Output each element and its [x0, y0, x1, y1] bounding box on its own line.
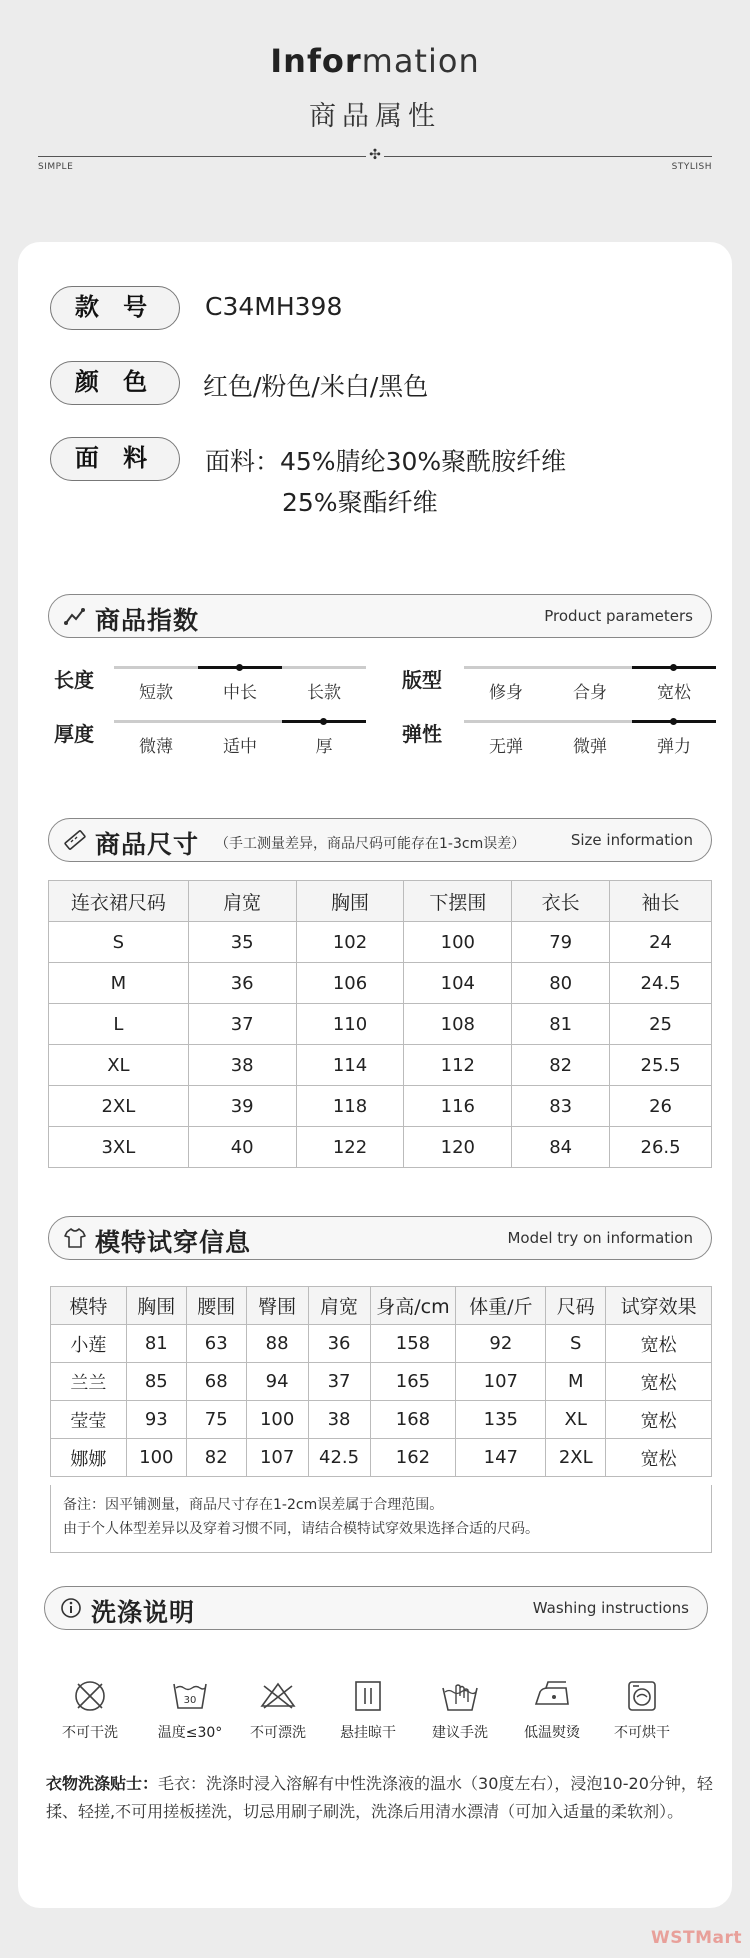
header-title-bold: Infor: [270, 42, 362, 80]
section-en-size: Size information: [570, 831, 693, 849]
size-cell: 25.5: [610, 1045, 712, 1086]
model-cell: 85: [126, 1363, 186, 1401]
wash-item: [596, 1676, 688, 1742]
trend-icon: [63, 604, 87, 628]
size-cell: 114: [296, 1045, 404, 1086]
table-row: [51, 1325, 712, 1363]
size-col-header: 胸围: [296, 881, 404, 922]
size-table: [48, 880, 712, 1168]
size-cell: 122: [296, 1127, 404, 1168]
table-row: [49, 1045, 712, 1086]
size-col-header: 肩宽: [188, 881, 296, 922]
cross-ornament-icon: ✣: [366, 146, 384, 164]
attr-value-style-no: C34MH398: [205, 292, 343, 321]
size-cell: 26: [610, 1086, 712, 1127]
model-cell: 135: [456, 1401, 546, 1439]
table-row: [49, 922, 712, 963]
model-cell: 娜娜: [51, 1439, 127, 1477]
table-row: [51, 1439, 712, 1477]
size-cell: 100: [404, 922, 512, 963]
model-cell: 莹莹: [51, 1401, 127, 1439]
model-cell: 小莲: [51, 1325, 127, 1363]
header-subtitle: 商品属性: [309, 101, 441, 132]
section-title-wash: 洗涤说明: [91, 1598, 196, 1627]
shirt-icon: [63, 1226, 87, 1250]
no-tumble-dry-icon: [622, 1676, 662, 1716]
size-table-header: [49, 881, 712, 922]
param-scale-length: [114, 666, 366, 703]
size-cell: 81: [512, 1004, 610, 1045]
model-cell: 宽松: [606, 1401, 712, 1439]
wash-label: 温度≤30°: [157, 1725, 223, 1741]
size-cell: 120: [404, 1127, 512, 1168]
param-option: 中长: [223, 683, 257, 703]
wash-label: 低温熨烫: [524, 1725, 580, 1741]
hang-dry-icon: [348, 1676, 388, 1716]
section-en-params: Product parameters: [544, 607, 693, 625]
model-cell: 107: [456, 1363, 546, 1401]
wash-label: 不可干洗: [62, 1725, 118, 1741]
size-cell: L: [49, 1004, 189, 1045]
hand-wash-icon: [440, 1676, 480, 1716]
wash-item: [232, 1676, 324, 1742]
attr-label-fabric: 面 料: [50, 437, 180, 481]
header-title-rest: mation: [361, 42, 480, 80]
model-cell: 38: [308, 1401, 370, 1439]
size-cell: 26.5: [610, 1127, 712, 1168]
param-option: 长款: [307, 683, 341, 703]
tag-stylish: STYLISH: [671, 162, 712, 172]
table-row: [49, 1127, 712, 1168]
model-cell: 165: [370, 1363, 456, 1401]
table-row: [51, 1363, 712, 1401]
wash-label: 悬挂晾干: [340, 1725, 396, 1741]
section-model-tryon: [48, 1216, 712, 1260]
size-cell: 35: [188, 922, 296, 963]
size-cell: 112: [404, 1045, 512, 1086]
model-cell: 100: [126, 1439, 186, 1477]
wash-item: [144, 1676, 236, 1742]
model-cell: 147: [456, 1439, 546, 1477]
model-cell: 168: [370, 1401, 456, 1439]
model-table-header: [51, 1287, 712, 1325]
wash-item: [414, 1676, 506, 1742]
param-option: 宽松: [657, 683, 691, 703]
size-cell: 3XL: [49, 1127, 189, 1168]
table-row: [49, 1086, 712, 1127]
model-cell: 94: [246, 1363, 308, 1401]
model-cell: 37: [308, 1363, 370, 1401]
model-col-header: 肩宽: [308, 1287, 370, 1325]
size-cell: 25: [610, 1004, 712, 1045]
size-col-header: 连衣裙尺码: [49, 881, 189, 922]
size-cell: M: [49, 963, 189, 1004]
model-cell: XL: [546, 1401, 606, 1439]
section-product-params: [48, 594, 712, 638]
param-label-fit: 版型: [402, 668, 442, 692]
size-cell: 38: [188, 1045, 296, 1086]
section-size-info: [48, 818, 712, 862]
tag-simple: SIMPLE: [38, 162, 74, 172]
table-row: [49, 963, 712, 1004]
size-cell: 37: [188, 1004, 296, 1045]
model-cell: 162: [370, 1439, 456, 1477]
attr-label-style-no: 款 号: [50, 286, 180, 330]
header-title: [0, 42, 750, 80]
section-en-wash: Washing instructions: [532, 1599, 689, 1617]
param-option: 适中: [223, 737, 257, 757]
model-cell: M: [546, 1363, 606, 1401]
low-iron-icon: [532, 1676, 572, 1716]
size-cell: 24.5: [610, 963, 712, 1004]
model-cell: 100: [246, 1401, 308, 1439]
model-cell: 兰兰: [51, 1363, 127, 1401]
model-cell: 107: [246, 1439, 308, 1477]
section-en-model: Model try on information: [507, 1229, 693, 1247]
model-cell: 92: [456, 1325, 546, 1363]
model-cell: 93: [126, 1401, 186, 1439]
attr-value-color: 红色/粉色/米白/黑色: [203, 372, 429, 401]
param-option: 修身: [489, 683, 523, 703]
size-cell: 24: [610, 922, 712, 963]
attr-value-fabric-line2: 25%聚酯纤维: [282, 488, 438, 517]
size-cell: 36: [188, 963, 296, 1004]
wash-item: [322, 1676, 414, 1742]
section-title-size: 商品尺寸: [95, 830, 200, 859]
size-cell: 102: [296, 922, 404, 963]
table-row: [49, 1004, 712, 1045]
size-cell: 110: [296, 1004, 404, 1045]
param-option: 微薄: [139, 737, 173, 757]
watermark-logo: WSTMart: [651, 1928, 742, 1948]
model-note: [50, 1485, 712, 1553]
wash-label: 不可烘干: [614, 1725, 670, 1741]
size-cell: XL: [49, 1045, 189, 1086]
model-table: [50, 1286, 712, 1477]
model-cell: 81: [126, 1325, 186, 1363]
param-option: 短款: [139, 683, 173, 703]
attr-value-fabric: 面料：45%腈纶30%聚酰胺纤维: [205, 447, 567, 476]
size-cell: 104: [404, 963, 512, 1004]
size-cell: 80: [512, 963, 610, 1004]
size-cell: 2XL: [49, 1086, 189, 1127]
model-cell: 36: [308, 1325, 370, 1363]
size-col-header: 衣长: [512, 881, 610, 922]
wash-tip-lead: 衣物洗涤贴士：: [46, 1774, 159, 1793]
model-cell: 宽松: [606, 1363, 712, 1401]
wash-label: 不可漂洗: [250, 1725, 306, 1741]
model-col-header: 尺码: [546, 1287, 606, 1325]
param-label-length: 长度: [54, 668, 94, 692]
model-cell: 158: [370, 1325, 456, 1363]
model-cell: 75: [186, 1401, 246, 1439]
model-cell: 2XL: [546, 1439, 606, 1477]
size-cell: S: [49, 922, 189, 963]
param-label-thickness: 厚度: [54, 722, 94, 746]
model-cell: 82: [186, 1439, 246, 1477]
param-label-stretch: 弹性: [402, 722, 442, 746]
section-note-size: （手工测量差异，商品尺码可能存在1-3cm误差）: [215, 836, 526, 852]
model-cell: 宽松: [606, 1325, 712, 1363]
attr-label-color: 颜 色: [50, 361, 180, 405]
model-col-header: 臀围: [246, 1287, 308, 1325]
wash-label: 建议手洗: [432, 1725, 488, 1741]
size-cell: 84: [512, 1127, 610, 1168]
param-scale-fit: [464, 666, 716, 703]
size-cell: 79: [512, 922, 610, 963]
model-note-line2: 由于个人体型差异以及穿着习惯不同，请结合模特试穿效果选择合适的尺码。: [63, 1521, 539, 1537]
model-col-header: 胸围: [126, 1287, 186, 1325]
model-col-header: 试穿效果: [606, 1287, 712, 1325]
size-cell: 108: [404, 1004, 512, 1045]
wash-tip: [46, 1770, 718, 1826]
model-note-line1: 备注：因平铺测量，商品尺寸存在1-2cm误差属于合理范围。: [63, 1497, 444, 1513]
model-cell: 68: [186, 1363, 246, 1401]
model-col-header: 身高/cm: [370, 1287, 456, 1325]
wash-item: [44, 1676, 136, 1742]
param-option: 厚: [315, 737, 333, 757]
model-col-header: 模特: [51, 1287, 127, 1325]
param-scale-thickness: [114, 720, 366, 757]
size-cell: 82: [512, 1045, 610, 1086]
table-row: [51, 1401, 712, 1439]
param-option: 无弹: [489, 737, 523, 757]
model-col-header: 体重/斤: [456, 1287, 546, 1325]
model-cell: 42.5: [308, 1439, 370, 1477]
size-cell: 40: [188, 1127, 296, 1168]
size-cell: 116: [404, 1086, 512, 1127]
info-icon: [59, 1596, 83, 1620]
section-washing: [44, 1586, 708, 1630]
size-cell: 39: [188, 1086, 296, 1127]
wash-temp-badge: 30: [183, 1695, 197, 1706]
param-scale-stretch: [464, 720, 716, 757]
size-cell: 118: [296, 1086, 404, 1127]
size-col-header: 袖长: [610, 881, 712, 922]
size-col-header: 下摆围: [404, 881, 512, 922]
section-title-params: 商品指数: [95, 606, 200, 635]
model-cell: 88: [246, 1325, 308, 1363]
model-cell: 宽松: [606, 1439, 712, 1477]
ruler-icon: [63, 828, 87, 852]
model-col-header: 腰围: [186, 1287, 246, 1325]
size-cell: 83: [512, 1086, 610, 1127]
wash-tip-text: 毛衣：洗涤时浸入溶解有中性洗涤液的温水（30度左右），浸泡10-20分钟，轻揉、轻搓,不可用搓板搓洗，切忌用刷子刷洗，洗涤后用清水漂清（可加入适量的柔软剂）。: [46, 1774, 713, 1821]
no-dry-clean-icon: [70, 1676, 110, 1716]
model-cell: S: [546, 1325, 606, 1363]
param-option: 微弹: [573, 737, 607, 757]
param-option: 合身: [573, 683, 607, 703]
no-bleach-icon: [258, 1676, 298, 1716]
size-cell: 106: [296, 963, 404, 1004]
wash-item: [506, 1676, 598, 1742]
wash-30-icon: [170, 1676, 210, 1716]
model-cell: 63: [186, 1325, 246, 1363]
section-title-model: 模特试穿信息: [95, 1228, 252, 1257]
param-option: 弹力: [657, 737, 691, 757]
